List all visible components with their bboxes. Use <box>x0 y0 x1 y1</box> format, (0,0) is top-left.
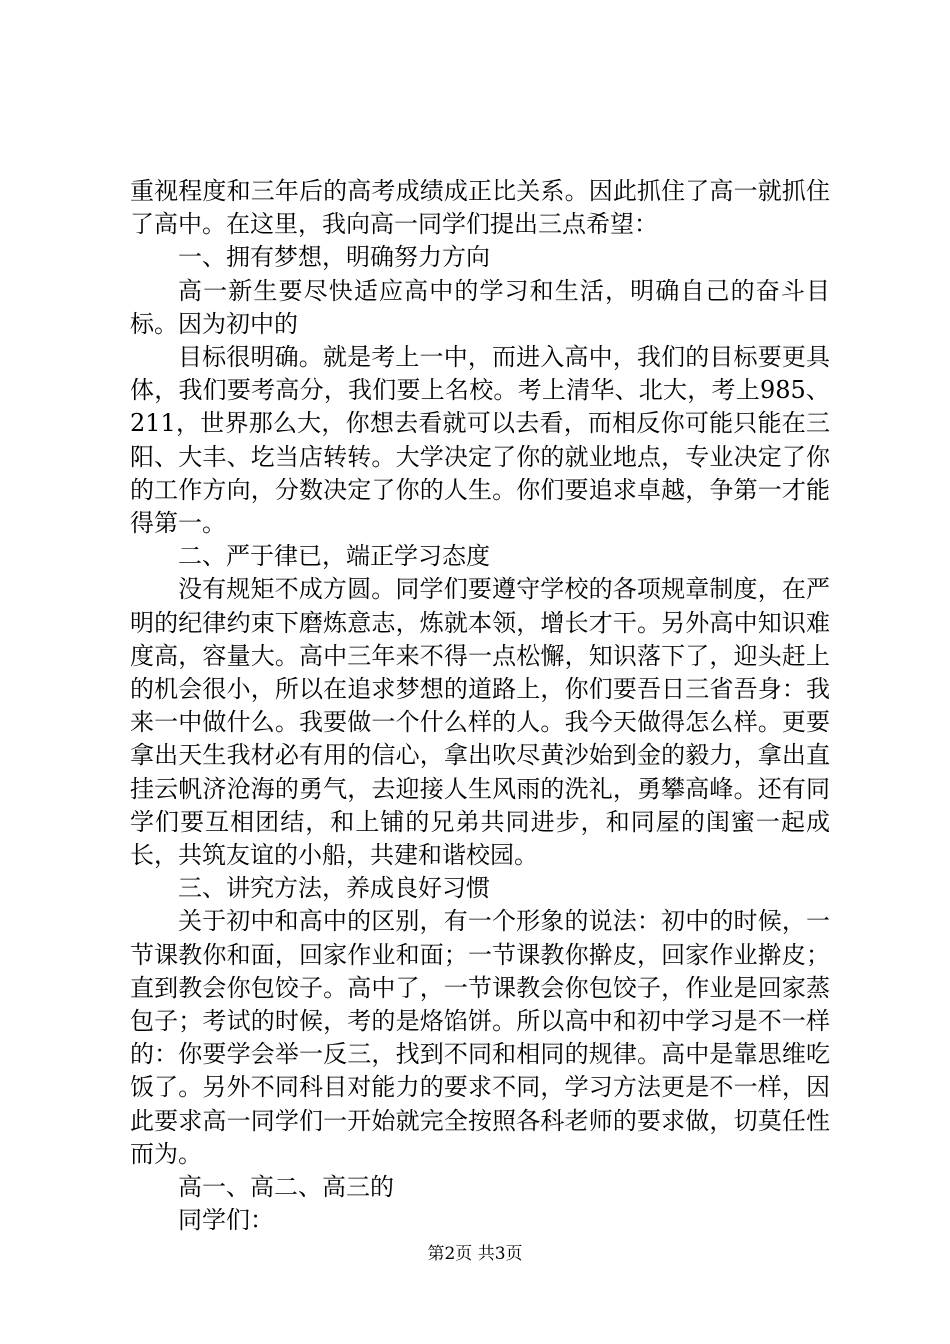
section-heading-3: 三、讲究方法，养成良好习惯 <box>178 874 490 903</box>
page-number-footer: 第2页 共3页 <box>427 1244 523 1264</box>
paragraph-2: 高一新生要尽快适应高中的学习和生活，明确自己的奋斗目标。因为初中的 <box>130 276 830 338</box>
paragraph-5: 关于初中和高中的区别，有一个形象的说法：初中的时候，一节课教你和面，回家作业和面；一节课教你擀皮，回家作业擀皮；直到教会你包饺子。高中了，一节课教会你包饺子，作业是回家蒸包子；考试的时候，考的是烙馅饼。所以高中和初中学习是不一样的：你要学会举一反三，找到不同和相同的规律。高中是靠思维吃饭了。另外不同科目对能力的要求不同，学习方法更是不一样，因此要求高一同学们一开始就完全按照各科老师的要求做，切莫任性而为。 <box>130 907 830 1168</box>
paragraph-6: 高一、高二、高三的 <box>178 1173 394 1202</box>
paragraph-3: 目标很明确。就是考上一中，而进入高中，我们的目标要更具体，我们要考高分，我们要上名校。考上清华、北大，考上985、211，世界那么大，你想去看就可以去看，而相反你可能只能在三阳、大丰、圪当店转转。大学决定了你的就业地点，专业决定了你的工作方向，分数决定了你的人生。你们要追求卓越，争第一才能得第一。 <box>130 343 830 538</box>
section-heading-2: 二、严于律已，端正学习态度 <box>178 542 490 571</box>
paragraph-4: 没有规矩不成方圆。同学们要遵守学校的各项规章制度，在严明的纪律约束下磨炼意志，炼就本领，增长才干。另外高中知识难度高，容量大。高中三年来不得一点松懈，知识落下了，迎头赶上的机会很小，所以在追求梦想的道路上，你们要吾日三省吾身：我来一中做什么。我要做一个什么样的人。我今天做得怎么样。更要拿出天生我材必有用的信心，拿出吹尽黄沙始到金的毅力，拿出直挂云帆济沧海的勇气，去迎接人生风雨的洗礼，勇攀高峰。还有同学们要互相团结，和上铺的兄弟共同进步，和同屋的闺蜜一起成长，共筑友谊的小船，共建和谐校园。 <box>130 575 830 870</box>
body-text <box>130 175 830 1238</box>
section-heading-1: 一、拥有梦想，明确努力方向 <box>178 243 490 272</box>
paragraph-1: 重视程度和三年后的高考成绩成正比关系。因此抓住了高一就抓住了高中。在这里，我向高一同学们提出三点希望： <box>130 177 830 239</box>
paragraph-7: 同学们： <box>178 1206 274 1235</box>
